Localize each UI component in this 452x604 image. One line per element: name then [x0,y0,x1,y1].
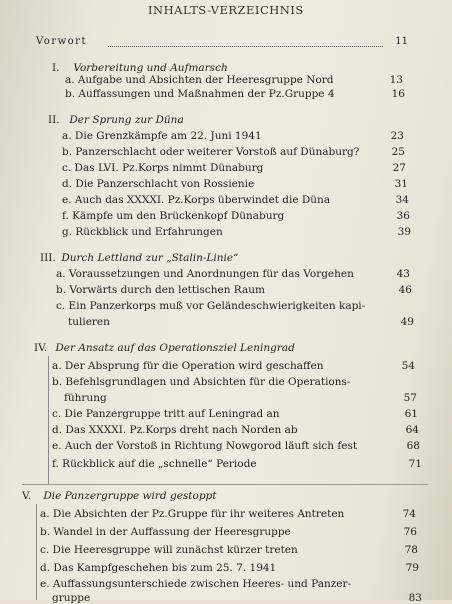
section-3-title: III. Durch Lettland zur „Stalin-Linie“ [40,252,239,264]
vorwort-page: 11 [395,36,408,47]
section-4-title: IV. Der Ansatz auf das Operationsziel Leningrad [34,342,295,354]
section-5-title: V. Die Panzergruppe wird gestoppt [22,490,217,502]
section-2-title: II. Der Sprung zur Düna [48,114,184,126]
book-page: INHALTS-VERZEICHNIS Vorwort 11 I. Vorbereitung und Aufmarsch a. Aufgabe und Absichten der Heeresgruppe Nord 13 b. Auffassungen und Maßnahmen der Pz.Gruppe 4 16 II. Der Sprung zur Düna a. Die Grenzkämpfe am 22. Juni 1941 23 b. Panzerschlacht oder weiterer Vorstoß auf Dünaburg? 25 c. Das LVI. Pz.Korps nimmt Dünaburg 27 d. Die Panzerschlacht von Rossienie 31 e. Auch das XXXXI. Pz.Korps überwindet die Düna 34 f. Kämpfe um den Brückenkopf Dünaburg 36 g. Rückblick und Erfahrungen 39 III. Durch Lettland zur „Stalin-Linie“ a. Voraussetzungen und Anordnungen für das Vorgehen 43 b. Vorwärts durch den lettischen Raum 46 c. Ein Panzerkorps muß vor Geländeschwierigkeiten kapi- tulieren 49 IV. Der Ansatz auf das Operationsziel Leningrad a. Der Absprung für die Operation wird geschaffen 54 b. Befehlsgrundlagen und Absichten für die Operations- führung 57 c. Die Panzergruppe tritt auf Leningrad an 61 d. Das XXXXI. Pz.Korps dreht nach Norden ab 64 e. Auch der Vorstoß in Richtung Nowgorod läuft sich fest 68 f. Rückblick auf die „schnelle“ Periode 71 V. Die Panzergruppe wird gestoppt a. Die Absichten der Pz.Gruppe für ihr weiteres Antreten 74 b. Wandel in der Auffassung der Heeresgruppe 76 c. Die Heeresgruppe will zunächst kürzer treten 78 d. Das Kampfgeschehen bis zum 25. 7. 1941 79 e. Auffassungsunterschiede zwischen Heeres- und Panzer- gruppe 83 [0,0,452,600]
section-4-bracket [48,356,49,484]
vorwort-label: Vorwort [36,36,87,47]
section-5-bracket [36,504,37,600]
section-1-title: I. Vorbereitung und Aufmarsch [52,62,228,74]
section-5-rule [22,484,428,485]
page-heading: INHALTS-VERZEICHNIS [148,3,304,17]
toc-vorwort [36,36,408,52]
dot-leader [108,36,383,47]
